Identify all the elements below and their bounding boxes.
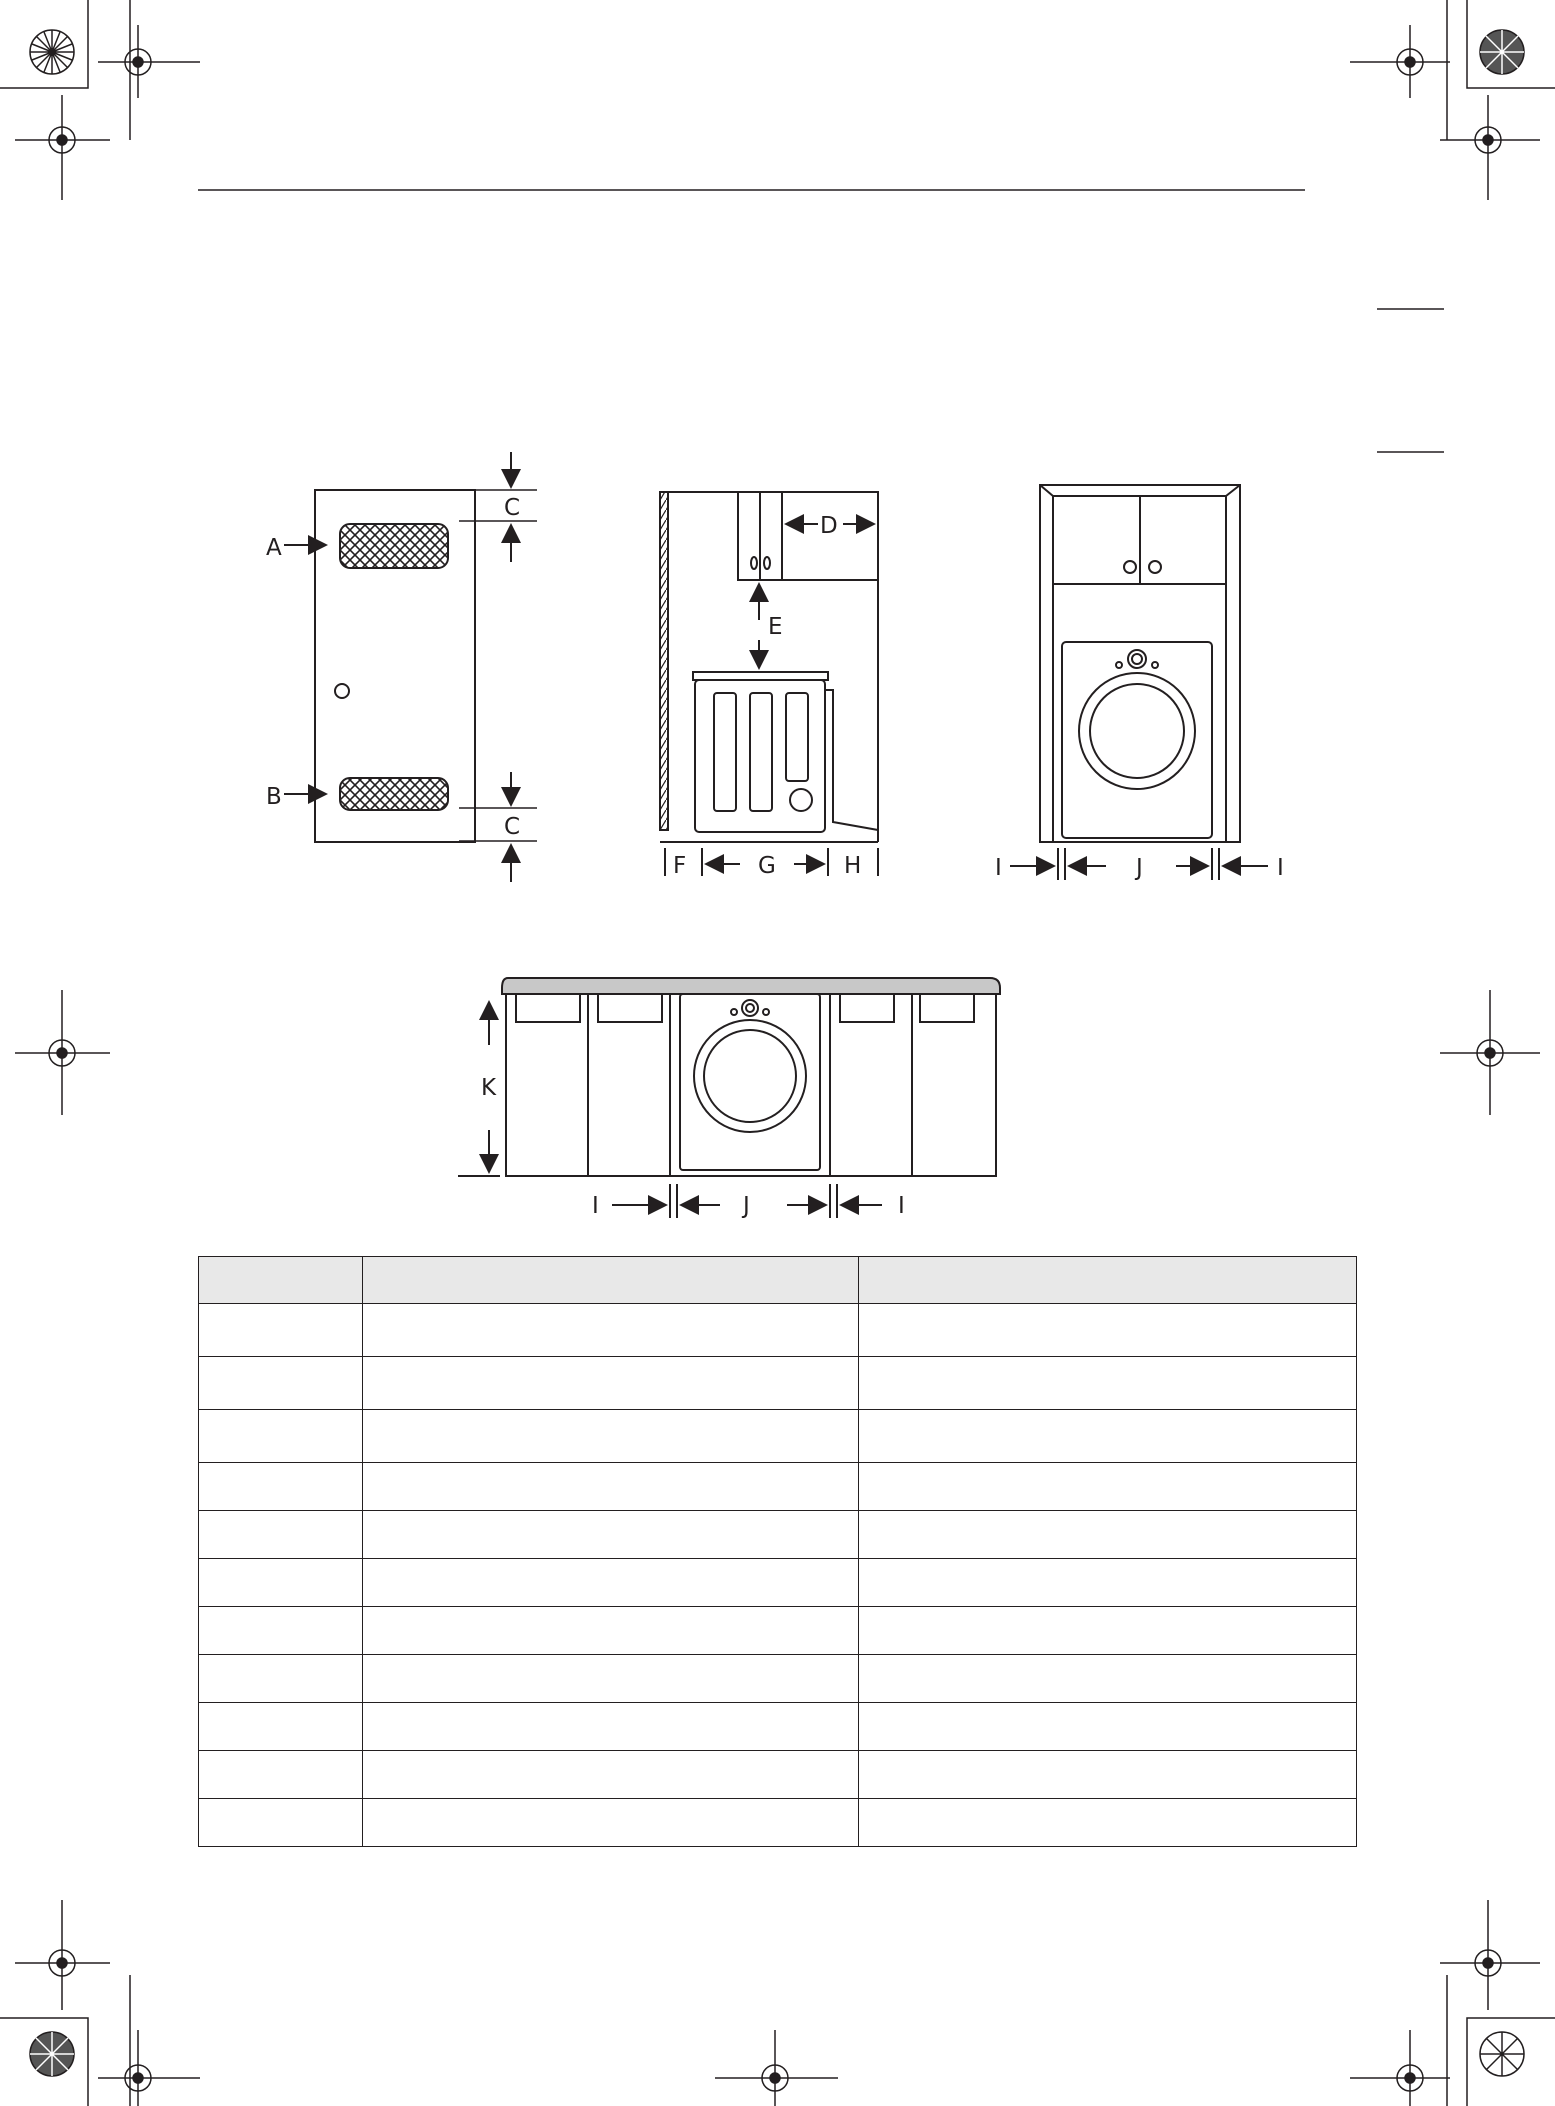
- table-cell: [199, 1511, 363, 1559]
- label-e: E: [768, 614, 783, 640]
- label-f: F: [673, 853, 687, 879]
- table-cell: [199, 1410, 363, 1463]
- registration-mark-icon: [15, 95, 110, 200]
- table-header-cell: [199, 1257, 363, 1304]
- table-header-cell: [363, 1257, 859, 1304]
- table-row: [199, 1607, 1357, 1655]
- dryer-knob: [742, 1000, 758, 1016]
- table-cell: [363, 1751, 859, 1799]
- front-view-figure: [1010, 485, 1268, 880]
- table-row: [199, 1655, 1357, 1703]
- table-row: [199, 1559, 1357, 1607]
- dryer-knob: [1128, 650, 1146, 668]
- registration-mark-icon: [715, 2030, 838, 2106]
- registration-mark-icon: [1350, 2030, 1450, 2106]
- table-row: [199, 1751, 1357, 1799]
- table-cell: [859, 1463, 1357, 1511]
- table-cell: [859, 1559, 1357, 1607]
- registration-mark-icon: [1440, 1900, 1540, 2010]
- table-cell: [859, 1357, 1357, 1410]
- table-row: [199, 1799, 1357, 1847]
- bottom-vent: [340, 778, 448, 810]
- label-h: H: [844, 853, 862, 879]
- table-cell: [363, 1703, 859, 1751]
- wall: [660, 492, 668, 830]
- label-i-left: I: [995, 855, 1002, 881]
- label-b: B: [266, 784, 282, 810]
- cabinet-door-figure: [284, 452, 537, 882]
- side-view-figure: [660, 492, 878, 876]
- table-cell: [199, 1559, 363, 1607]
- registration-mark-icon: [1350, 25, 1450, 98]
- label-j: J: [1136, 855, 1143, 881]
- table-row: [199, 1703, 1357, 1751]
- table-row: [199, 1357, 1357, 1410]
- registration-mark-icon: [1440, 990, 1540, 1115]
- table-cell: [199, 1751, 363, 1799]
- table-cell: [363, 1304, 859, 1357]
- label-a: A: [266, 535, 282, 561]
- table-cell: [363, 1511, 859, 1559]
- table-row: [199, 1304, 1357, 1357]
- top-vent: [340, 524, 448, 568]
- color-wheel-icon: [1480, 2032, 1524, 2076]
- label-d: D: [820, 513, 838, 539]
- dryer-door: [1079, 673, 1195, 789]
- table-cell: [199, 1655, 363, 1703]
- label-i-right: I: [898, 1193, 905, 1219]
- table-cell: [859, 1511, 1357, 1559]
- table-row: [199, 1410, 1357, 1463]
- clearance-table: [198, 1256, 1357, 1847]
- table-row: [199, 1511, 1357, 1559]
- dryer-door: [694, 1020, 806, 1132]
- label-j: J: [743, 1193, 750, 1219]
- table-cell: [363, 1410, 859, 1463]
- registration-mark-icon: [98, 25, 200, 98]
- table-header-cell: [859, 1257, 1357, 1304]
- registration-mark-icon: [15, 990, 110, 1115]
- table-cell: [363, 1357, 859, 1410]
- countertop: [502, 978, 1000, 994]
- table-cell: [363, 1463, 859, 1511]
- label-i-left: I: [592, 1193, 599, 1219]
- table-cell: [859, 1410, 1357, 1463]
- registration-mark-icon: [1440, 95, 1540, 200]
- dryer-front: [1062, 642, 1212, 838]
- table-header-row: [199, 1257, 1357, 1304]
- table-cell: [859, 1655, 1357, 1703]
- under-counter-figure: [458, 978, 1000, 1218]
- table-cell: [859, 1304, 1357, 1357]
- color-wheel-icon: [1480, 30, 1524, 74]
- registration-mark-icon: [98, 2030, 200, 2106]
- label-c-top: C: [504, 495, 521, 521]
- table-cell: [859, 1703, 1357, 1751]
- table-cell: [363, 1799, 859, 1847]
- registration-mark-icon: [15, 1900, 110, 2010]
- table-cell: [199, 1304, 363, 1357]
- table-cell: [859, 1799, 1357, 1847]
- table-cell: [199, 1799, 363, 1847]
- table-row: [199, 1463, 1357, 1511]
- table-cell: [859, 1607, 1357, 1655]
- label-c-bottom: C: [504, 814, 521, 840]
- label-k: K: [481, 1075, 497, 1101]
- table-cell: [363, 1559, 859, 1607]
- color-wheel-icon: [30, 30, 74, 74]
- label-i-right: I: [1277, 855, 1284, 881]
- color-wheel-icon: [30, 2032, 74, 2076]
- table-cell: [363, 1607, 859, 1655]
- table-cell: [363, 1655, 859, 1703]
- table-cell: [199, 1357, 363, 1410]
- label-g: G: [758, 853, 776, 879]
- table-cell: [859, 1751, 1357, 1799]
- table-cell: [199, 1463, 363, 1511]
- table-cell: [199, 1607, 363, 1655]
- table-cell: [199, 1703, 363, 1751]
